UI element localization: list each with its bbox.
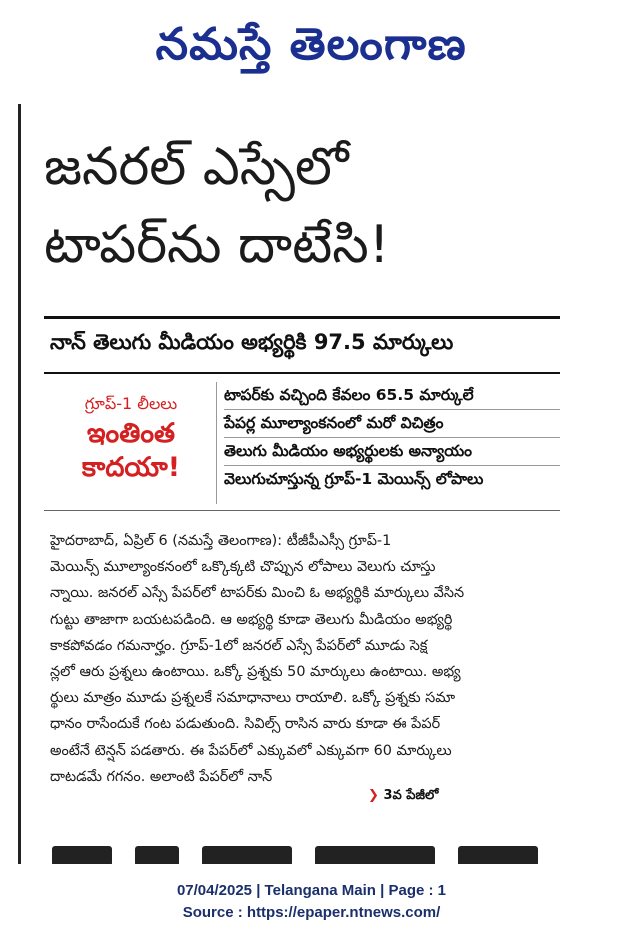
continued-label: 3వ పేజీలో [383, 788, 439, 803]
article-body [50, 528, 560, 790]
body-line: ర్థులు మాత్రం మూడు ప్రశ్నలకే సమాధానాలు రాయాలి. ఒక్కో ప్రశ్నకు సమా [50, 690, 456, 707]
headline-line-1: జనరల్ ఎస్సేలో [44, 137, 349, 197]
kicker-big-line-2: కాదయా! [81, 452, 181, 483]
divider [44, 372, 560, 374]
masthead [0, 0, 623, 100]
cropped-next-headline [52, 846, 560, 864]
article-headline [44, 128, 564, 284]
text-fragment [458, 846, 538, 864]
article-subhead: నాన్ తెలుగు మీడియం అభ్యర్థికి 97.5 మార్కులు [50, 330, 454, 354]
edition-info: 07/04/2025 | Telangana Main | Page : 1 [176, 882, 447, 899]
bullet-item: వెలుగుచూస్తున్న గ్రూప్‌-1 మెయిన్స్ లోపాలు [224, 470, 484, 488]
text-fragment [202, 846, 292, 864]
body-line: ధానం రాసేందుకే గంట పడుతుంది. సివిల్స్ రాసిన వారు కూడా ఈ పేపర్ [50, 716, 441, 733]
page-footer [0, 880, 623, 924]
body-line: మెయిన్స్ మూల్యాంకనంలో ఒక్కొక్కటి చొప్పున లోపాలు వెలుగు చూస్తు [50, 559, 436, 576]
body-line: హైదరాబాద్, ఏప్రిల్ 6 (నమస్తే తెలంగాణ): టీజీపీఎస్సీ గ్రూప్‌-1 [50, 533, 392, 549]
body-line: న్లలో ఆరు ప్రశ్నలు ఉంటాయి. ఒక్కో ప్రశ్నకు 50 మార్కులు ఉంటాయి. అభ్య [50, 663, 461, 680]
kicker-box [46, 382, 217, 504]
divider [44, 510, 560, 511]
headline-line-2: టాపర్‌ను దాటేసి! [44, 215, 390, 275]
divider [44, 316, 560, 319]
source-link[interactable]: Source : https://epaper.ntnews.com/ [182, 904, 441, 921]
newspaper-logo: నమస్తే తెలంగాణ [155, 19, 468, 70]
kicker-big-line-1: ఇంతింత [86, 418, 176, 449]
body-line: అంటేనే టెన్షన్ పడతారు. ఈ పేపర్‌లో ఎక్కువలో ఎక్కువగా 60 మార్కులు [50, 742, 452, 759]
arrow-icon: ❯ [368, 788, 379, 803]
bullet-item: తెలుగు మీడియం అభ్యర్థులకు అన్యాయం [224, 438, 560, 466]
text-fragment [52, 846, 112, 864]
bullet-item: టాపర్‌కు వచ్చింది కేవలం 65.5 మార్కులే [224, 382, 560, 410]
body-line: కాకపోవడం గమనార్హం. గ్రూప్‌-1లో జనరల్ ఎస్సే పేపర్‌లో మూడు సెక్ష [50, 637, 428, 654]
kicker-label: గ్రూప్‌-1 లీలలు [84, 394, 178, 413]
body-line: దాటడమే గగనం. అలాంటి పేపర్‌లో నాన్ [50, 768, 273, 785]
highlight-bullets [224, 382, 560, 493]
text-fragment [315, 846, 435, 864]
continued-on-page[interactable] [368, 788, 438, 806]
body-line: గుట్టు తాజాగా బయటపడింది. ఆ అభ్యర్థి కూడా తెలుగు మీడియం అభ్యర్థి [50, 611, 453, 628]
bullet-item: పేపర్ల మూల్యాంకనంలో మరో విచిత్రం [224, 410, 560, 438]
text-fragment [135, 846, 179, 864]
body-line: న్నాయి. జనరల్ ఎస్సే పేపర్‌లో టాపర్‌కు మించి ఓ అభ్యర్థికి మార్కులు వేసిన [50, 585, 465, 602]
